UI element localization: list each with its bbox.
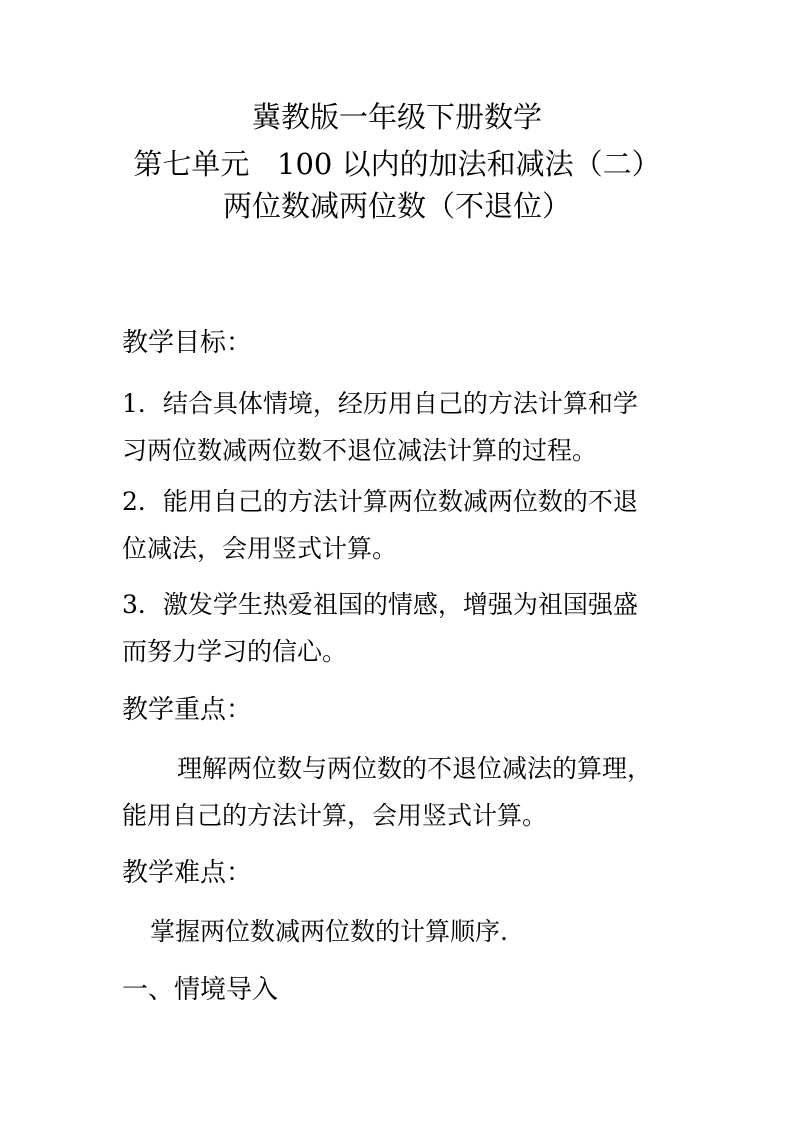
objective-item-3 (122, 581, 682, 675)
difficulties-heading: 教学难点： (122, 858, 253, 888)
objective-item-1-line2: 习两位数减两位数不退位减法计算的过程。 (122, 436, 598, 465)
document-title-line3: 两位数减两位数（不退位） (222, 189, 571, 223)
key-points-line1: 理解两位数与两位数的不退位减法的算理， (177, 754, 653, 783)
objective-item-1-line1: 1．结合具体情境，经历用自己的方法计算和学 (122, 389, 638, 418)
objective-item-1 (122, 380, 682, 474)
objective-item-2-line2: 位减法，会用竖式计算。 (122, 534, 398, 563)
key-points-text (122, 745, 682, 839)
difficulties-text (122, 908, 682, 955)
objective-item-2-line1: 2．能用自己的方法计算两位数减两位数的不退 (122, 487, 638, 516)
objective-item-2 (122, 478, 682, 572)
key-points-heading: 教学重点： (122, 695, 253, 725)
section-1-heading: 一、情境导入 (122, 975, 279, 1005)
objective-item-3-line1: 3．激发学生热爱祖国的情感，增强为祖国强盛 (122, 590, 638, 619)
key-points-line2: 能用自己的方法计算，会用竖式计算。 (122, 801, 548, 830)
objectives-heading: 教学目标： (122, 328, 253, 358)
difficulties-line1: 掌握两位数减两位数的计算顺序. (150, 917, 508, 946)
document-title-line2: 第七单元 100 以内的加法和减法（二） (133, 147, 661, 181)
objective-item-3-line2: 而努力学习的信心。 (122, 637, 348, 666)
document-title-line1: 冀教版一年级下册数学 (251, 100, 542, 134)
